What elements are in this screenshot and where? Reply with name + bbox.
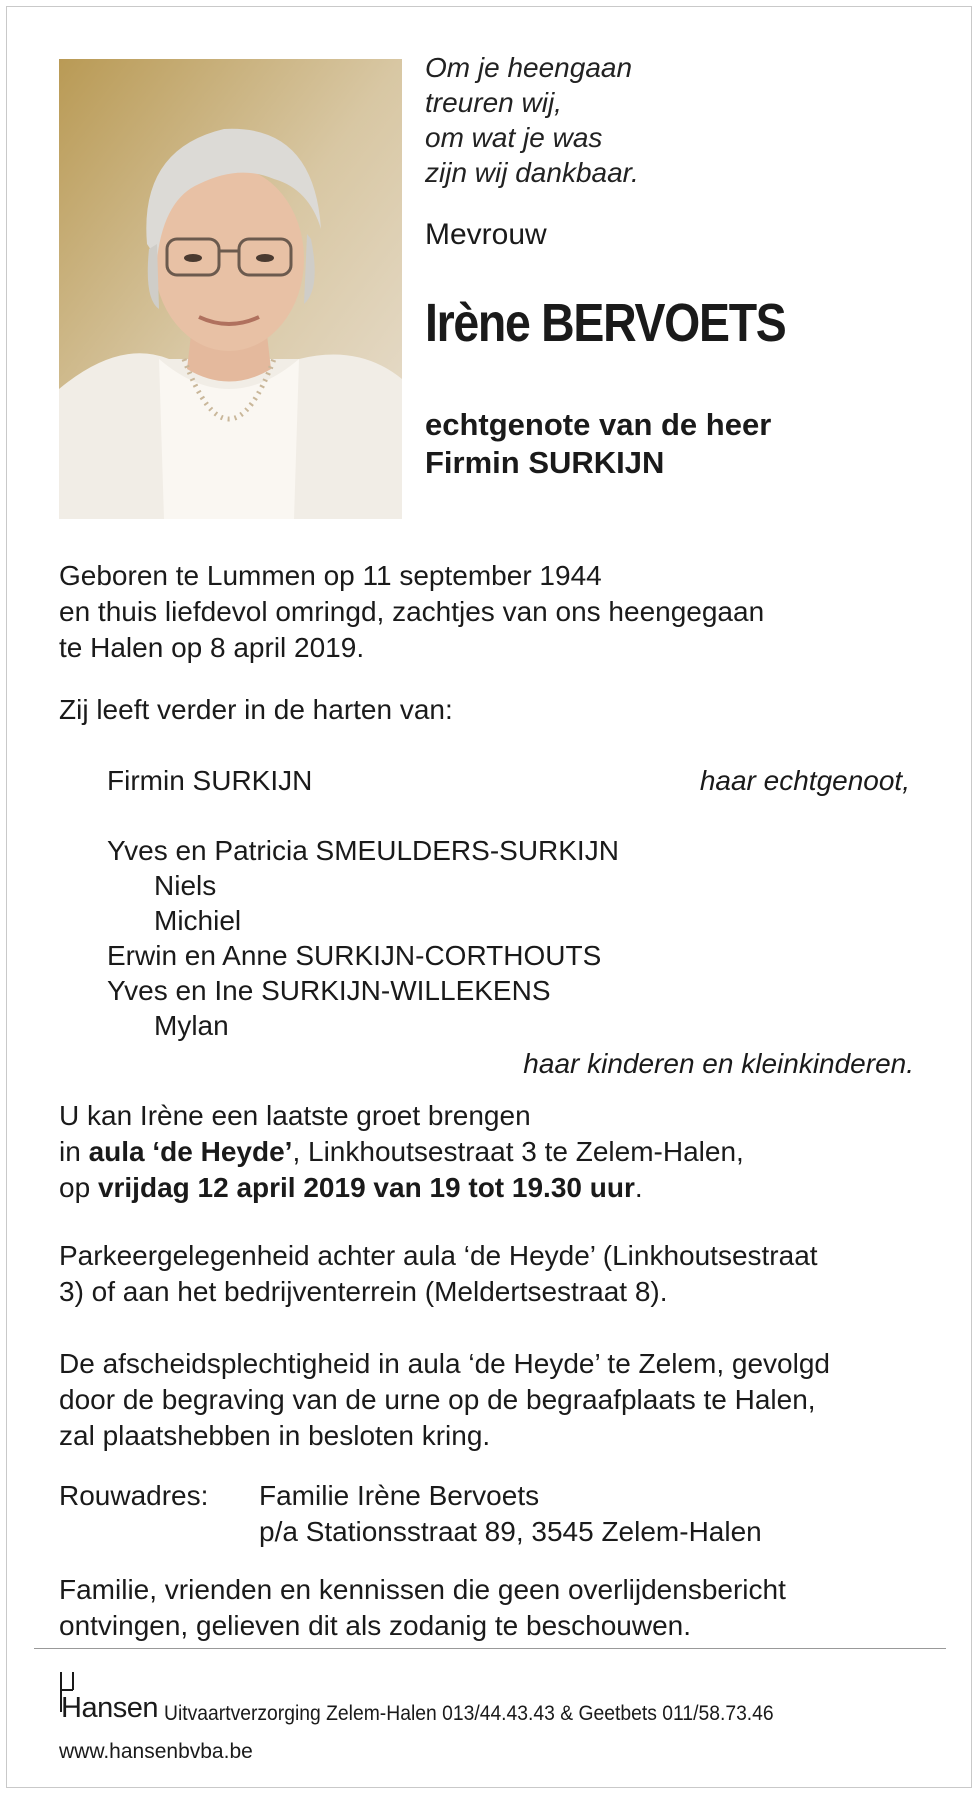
spouse-name: Firmin SURKIJN: [425, 445, 665, 480]
text-line: te Halen op 8 april 2019.: [59, 632, 365, 663]
poem-line: zijn wij dankbaar.: [425, 157, 639, 188]
text-line: p/a Stationsstraat 89, 3545 Zelem-Halen: [259, 1516, 762, 1547]
portrait-illustration: [59, 59, 402, 519]
text-part: op: [59, 1172, 98, 1203]
text-part: , Linkhoutsestraat 3 te Zelem-Halen,: [292, 1136, 744, 1167]
family-spouse-role: haar echtgenoot,: [699, 765, 910, 796]
portrait-photo: [59, 59, 402, 519]
viewing-datetime: vrijdag 12 april 2019 van 19 tot 19.30 uur: [97, 1172, 635, 1203]
closing-text: [59, 1572, 786, 1644]
family-member: Niels: [154, 870, 217, 901]
family-children-role: haar kinderen en kleinkinderen.: [523, 1048, 914, 1079]
text-line: en thuis liefdevol omringd, zachtjes van ons heengegaan: [59, 596, 765, 627]
viewing-location: aula ‘de Heyde’: [88, 1136, 293, 1167]
family-member: Michiel: [154, 905, 242, 936]
text-line: Geboren te Lummen op 11 september 1944: [59, 560, 602, 591]
poem-line: treuren wij,: [425, 87, 562, 118]
viewing-info: [59, 1098, 744, 1206]
deceased-name: Irène BERVOETS: [425, 293, 786, 353]
address-label: Rouwadres:: [59, 1480, 209, 1511]
text-line: Parkeergelegenheid achter aula ‘de Heyde’ (Linkhoutsestraat: [59, 1240, 818, 1271]
birth-death-text: [59, 558, 764, 666]
text-line: U kan Irène een laatste groet brengen: [59, 1100, 531, 1131]
family-member: Yves en Ine SURKIJN-WILLEKENS: [107, 975, 551, 1006]
family-member: Yves en Patricia SMEULDERS-SURKIJN: [107, 835, 619, 866]
family-member: Mylan: [154, 1010, 229, 1041]
text-line: De afscheidsplechtigheid in aula ‘de Heyde’ te Zelem, gevolgd: [59, 1348, 830, 1379]
text-line: ontvingen, gelieven dit als zodanig te beschouwen.: [59, 1610, 691, 1641]
spouse-line: echtgenote van de heer: [425, 407, 772, 442]
family-member: Erwin en Anne SURKIJN-CORTHOUTS: [107, 940, 602, 971]
parking-info: [59, 1238, 818, 1310]
ceremony-info: [59, 1346, 830, 1454]
text-part: in: [59, 1136, 89, 1167]
text-line: [59, 1170, 744, 1206]
poem-line: om wat je was: [425, 122, 603, 153]
text-line: Familie Irène Bervoets: [259, 1480, 540, 1511]
divider: [34, 1648, 946, 1649]
text-line: [59, 1134, 744, 1170]
address: [259, 1478, 762, 1550]
text-line: Familie, vrienden en kennissen die geen overlijdensbericht: [59, 1574, 786, 1605]
family-spouse-name: Firmin SURKIJN: [107, 765, 313, 796]
footer-contact: Uitvaartverzorging Zelem-Halen 013/44.43.43 & Geetbets 011/58.73.46: [164, 1702, 774, 1725]
text-part: .: [634, 1172, 643, 1203]
spouse-info: [425, 406, 771, 482]
logo-text: Hansen: [61, 1692, 158, 1724]
poem-line: Om je heengaan: [425, 52, 633, 83]
survivors-intro: Zij leeft verder in de harten van:: [59, 694, 453, 725]
poem: [425, 50, 639, 190]
text-line: 3) of aan het bedrijventerrein (Meldertsestraat 8).: [59, 1276, 668, 1307]
honorific: Mevrouw: [425, 218, 547, 251]
text-line: zal plaatshebben in besloten kring.: [59, 1420, 491, 1451]
footer-website[interactable]: www.hansenbvba.be: [59, 1740, 253, 1763]
text-line: door de begraving van de urne op de begraafplaats te Halen,: [59, 1384, 816, 1415]
